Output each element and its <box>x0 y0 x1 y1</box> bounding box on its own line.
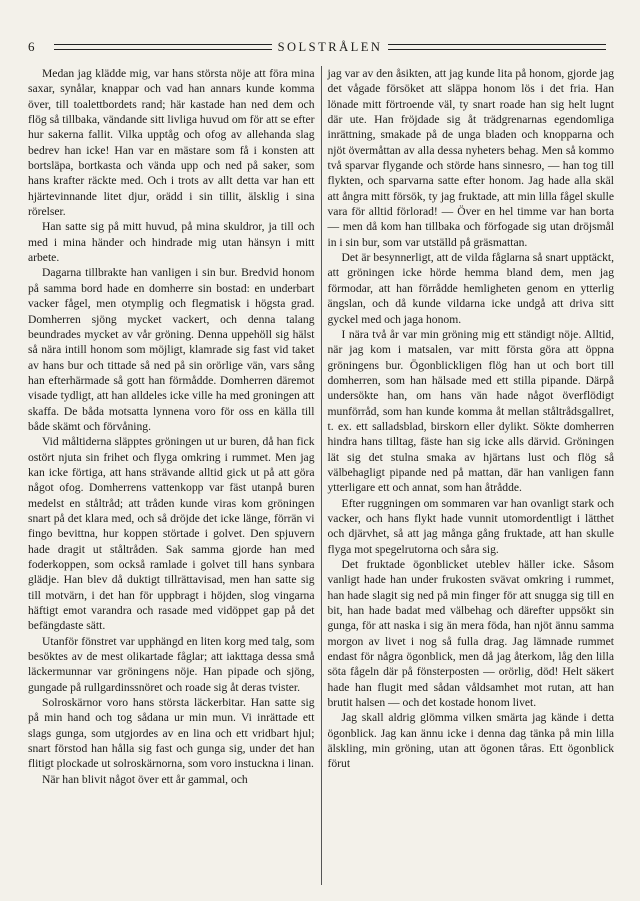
paragraph: Utanför fönstret var upphängd en liten korg med talg, som besöktes av de mest olikartade fåglar; att iakttaga dessa små läckermunnar var gröningens nöje. Han pipade och sjöng, gungade på rullgardinssnöret och roade sig åt deras tvister. <box>28 634 315 694</box>
right-column <box>321 66 615 885</box>
paragraph: Det fruktade ögonblicket uteblev häller icke. Såsom vanligt hade han under frukosten svävat omkring i rummet, han hade slagit sig ned på min finger för att snugga sig till en bit, han hade badat med välbehag och därefter uppsökt sin gunga, för att naska i sig än mera föda, han njöt ännu samma morgon av livet i nog så fulla drag. Jag lämnade rummet endast för några ögonblick, men då jag återkom, låg den lilla söta fågeln där på fönsterposten — orörlig, död! Helt säkert hade han flugit med sådan våldsamhet mot rutan, att han brutit halsen — och det kostade honom livet. <box>327 558 614 710</box>
paragraph: Han satte sig på mitt huvud, på mina skuldror, ja till och med i mina händer och hindrade mig utan hänsyn i mitt arbete. <box>28 220 315 265</box>
paragraph: Efter ruggningen om sommaren var han ovanligt stark och vacker, och hans flykt hade vunnit utomordentligt i lätthet och djärvhet, så att jag många gång fruktade, att han skulle flyga mot spegelrutorna och såra sig. <box>327 496 614 556</box>
header-rule-right <box>388 44 606 50</box>
paragraph: Det är besynnerligt, att de vilda fåglarna så snart upptäckt, att gröningen icke hörde hemma bland dem, men jag förmodar, att han förrådde hemligheten genom en ytterlig ängslan, och då kunde vildarna icke undgå att driva sitt gyckel med och jaga honom. <box>327 251 614 326</box>
header-rule-left <box>54 44 272 50</box>
paragraph: Solroskärnor voro hans största läckerbitar. Han satte sig på min hand och tog sådana ur min mun. Vi inrättade ett slags gunga, som utgjordes av en lina och ett vridbart hjul; snart förstod han hålla sig fast och gunga sig, under det han flitigt plockade ut solroskärnorna, som voro instuckna i linan. <box>28 696 315 771</box>
paragraph: Medan jag klädde mig, var hans största nöje att föra mina saxar, synålar, knappar och vad han annars kunde komma över, till toalettbordets rand; här kastade han ned dem och flög så tillbaka, vändande sitt livliga huvud om för att se efter hur sakerna fallit. Vilka upptåg och ofog av allehanda slag bedrev han icke! Han var en mästare som få i konsten att bortsläpa, bortkasta och vända upp och ned på saker, som hans krafter räckte med. Och i trots av allt detta var han ett hjärtevinnande litet djur, orädd i sin tillit, älsklig i sina rörelser. <box>28 67 315 219</box>
paragraph: I nära två år var min gröning mig ett ständigt nöje. Alltid, när jag kom i matsalen, var mitt första göra att öppna gröningens bur. Ögonblickligen flög han ut och bort till domherren, som han hälsade med ett stilla pipande. Därpå undersökte han, om hans vän hade något överflödigt munförråd, som han kunde komma åt mellan ståltrådsgallret, t. ex. ett salladsblad, birskorn eller dylikt. Sökte domherren hindra hans tilltag, fäste han sig icke alls därvid. Gröningen lät sig det stulna smaka av hjärtans lust och flög så välbehagligt pipande ned på mattan, där han vanligen fann ytterligare ett och annat, som han åtrådde. <box>327 327 614 495</box>
paragraph: Jag skall aldrig glömma vilken smärta jag kände i detta ögonblick. Jag kan ännu icke i denna dag tänka på min lilla älskling, min gröning, utan att ögonen tåras. Ett ögonblick förut <box>327 711 614 771</box>
paragraph: När han blivit något över ett år gammal, och <box>42 772 248 786</box>
page-number: 6 <box>28 39 35 54</box>
running-title: SOLSTRÅLEN <box>277 39 383 54</box>
page-header <box>28 36 612 58</box>
left-column <box>28 66 321 885</box>
article-body <box>28 66 614 885</box>
paragraph: Dagarna tillbrakte han vanligen i sin bur. Bredvid honom på samma bord hade en domherre sin bostad: en underbart vacker fågel, men otymplig och flegmatisk i högsta grad. Domherren sjöng mycket vackert, och denna talang beundrades mycket av vår gröning. Denna uppehöll sig hälst så nära intill honom som möjligt, klamrade sig fast vid taket av hans bur och tittade så ned på sin orörlige vän, vars sång han efterhärmade så gott han förmådde. Domherren däremot visade tydligt, att han alldeles icke ville ha med groningen att skaffa. De båda motsatta lynnena voro för oss en källa till både skämt och förvåning. <box>28 266 315 433</box>
paragraph: Vid måltiderna släpptes gröningen ut ur buren, då han fick ostört njuta sin frihet och flyga omkring i rummet. Men jag kan icke förtiga, att hans strävande alltid gick ut på att göra något ofog. Domherrens vattenkopp var fäst utanpå buren medelst en ståltråd; att tråden kunde viras kom gröningen snart på det klara med, och så dröjde det icke länge, förrän vi fingo bevittna, hur koppen störtade i golvet. Den spjuvern hade dragit ut ståltråden. Sak samma gjorde han med foderkoppen, som också ramlade i golvet till hans synbara glädje. Han blev då duktigt tillrättavisad, men han satte sig till motvärn, i det han för uppbragt i höjden, slog vingarna häftigt emot varandra och rasade med vidöppet gap på det befängdaste sätt. <box>28 435 315 633</box>
paragraph: jag var av den åsikten, att jag kunde lita på honom, gjorde jag det vågade försöket att släppa honom lös i det fria. Han lönade mitt förtroende väl, ty snart roade han sig helt lugnt där ute. Han fröjdade sig åt trädgrenarnas egendomliga inrättning, smakade på de unga bladen och knopparna och njöt övermåttan av alla dessa nyheters behag. Men så kommo två sparvar flygande och störde hans sinnesro, — han tog till flykten, och sparvarna satte efter honom. Jag hade alla skäl att ångra mitt försök, ty jag fruktade, att min lilla fågel skulle vara för alltid förlorad! — Över en hel timme var han borta — men då kom han tillbaka och förfogade sig utan dröjsmål in i sin bur, som var utställd på gräsmattan. <box>327 67 614 249</box>
